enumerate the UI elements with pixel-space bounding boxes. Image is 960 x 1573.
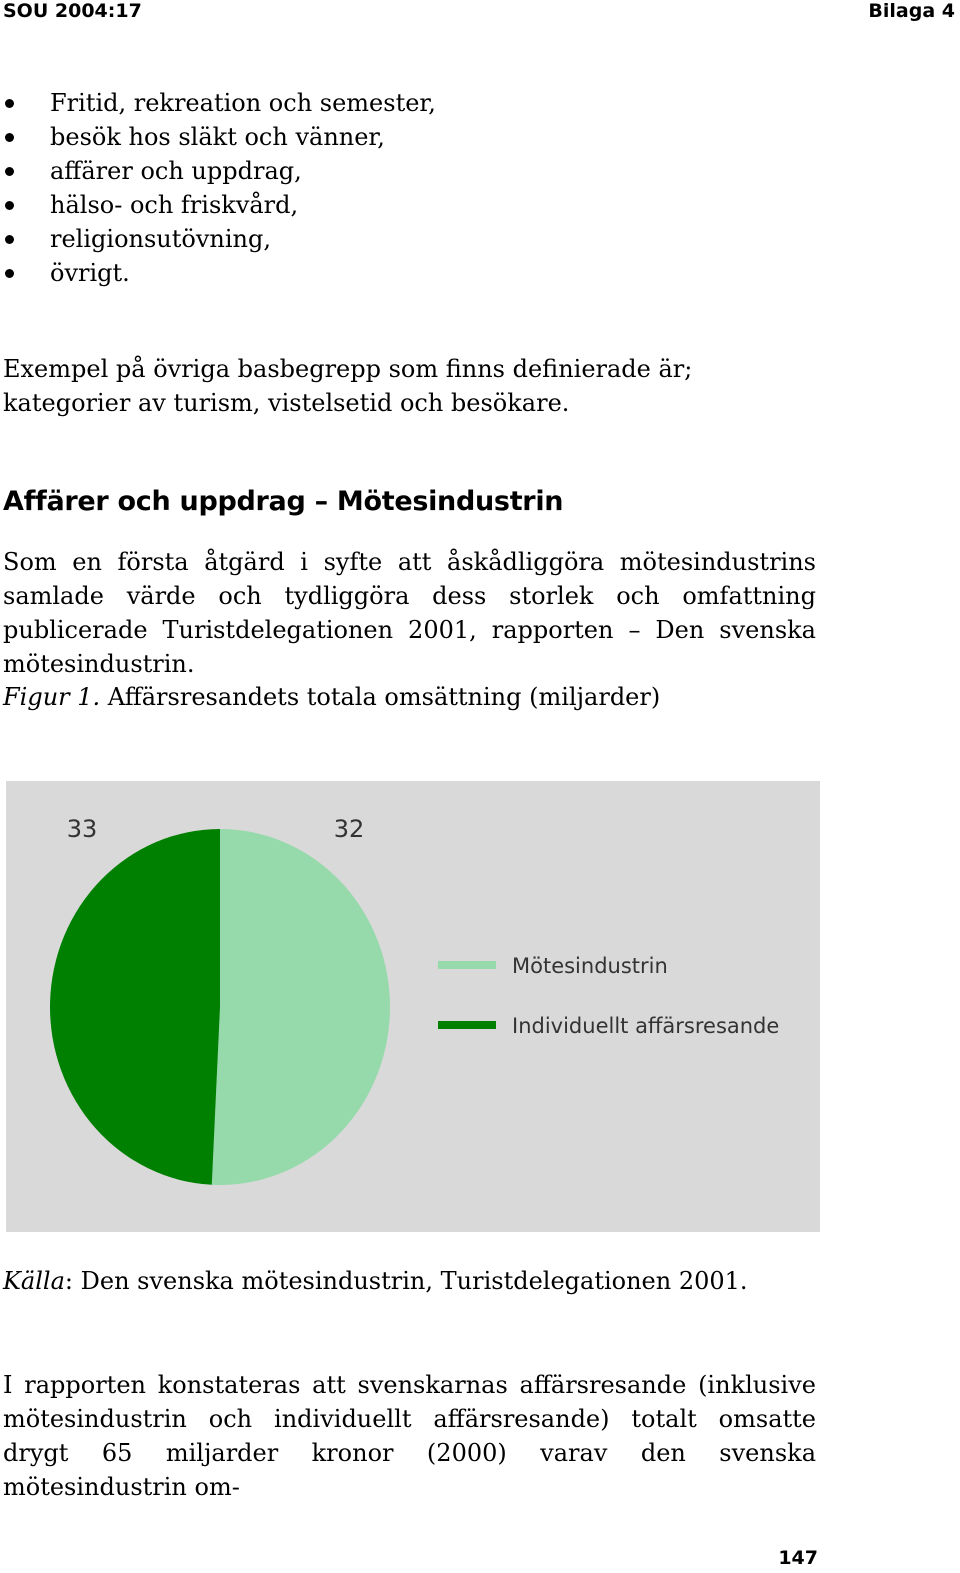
legend-swatch — [438, 1021, 496, 1029]
legend-label: Individuellt affärsresande — [512, 1014, 780, 1038]
list-item-text: Fritid, rekreation och semester, — [50, 89, 436, 117]
figure-label: Figur 1. — [3, 683, 101, 711]
source-label: Källa — [3, 1267, 65, 1295]
figure-caption — [3, 680, 660, 714]
body-paragraph: Som en första åtgärd i syfte att åskådliggöra mötesindustrins samlade värde och tydliggöra dess storlek och omfattning publicerade Turistdelegationen 2001, rapporten – Den svenska mötesindustrin. — [3, 548, 816, 678]
list-item-text: besök hos släkt och vänner, — [50, 123, 385, 151]
list-item — [0, 86, 820, 120]
body-paragraph-2: I rapporten konstateras att svenskarnas affärsresande (inklusive mötesindustrin och individuellt affärsresande) totalt omsatte drygt 65 miljarder kronor (2000) varav den svenska mötesindustrin om- — [3, 1371, 816, 1501]
source-text: : Den svenska mötesindustrin, Turistdelegationen 2001. — [64, 1267, 748, 1295]
figure-caption-text: Affärsresandets totala omsättning (miljarder) — [100, 683, 661, 711]
bullet-list — [0, 86, 820, 290]
list-item — [0, 222, 820, 256]
list-item-text: religionsutövning, — [50, 225, 271, 253]
list-item — [0, 256, 820, 290]
bullet-icon — [5, 99, 14, 108]
running-header-right: Bilaga 4 — [868, 0, 955, 22]
list-item-text: affärer och uppdrag, — [50, 157, 302, 185]
bullet-icon — [5, 167, 14, 176]
pie-slice-1 — [212, 829, 390, 1185]
legend-swatch — [438, 961, 496, 969]
bullet-icon — [5, 133, 14, 142]
running-header-left: SOU 2004:17 — [3, 0, 142, 22]
list-item — [0, 188, 820, 222]
bullet-icon — [5, 235, 14, 244]
legend-label: Mötesindustrin — [512, 954, 668, 978]
list-item-text: hälso- och friskvård, — [50, 191, 299, 219]
intro-paragraph: Exempel på övriga basbegrepp som finns definierade är; kategorier av turism, vistelsetid och besökare. — [3, 355, 693, 417]
page-number: 147 — [778, 1547, 818, 1569]
pie-chart — [6, 781, 820, 1232]
section-heading: Affärer och uppdrag – Mötesindustrin — [3, 486, 564, 517]
pie-slice-2 — [50, 829, 220, 1185]
list-item — [0, 154, 820, 188]
list-item — [0, 120, 820, 154]
pie-chart-svg — [6, 781, 820, 1232]
bullet-icon — [5, 201, 14, 210]
figure-source — [3, 1264, 748, 1298]
pie-value-label: 32 — [333, 815, 365, 843]
bullet-icon — [5, 269, 14, 278]
pie-value-label: 33 — [66, 815, 98, 843]
list-item-text: övrigt. — [50, 259, 130, 287]
